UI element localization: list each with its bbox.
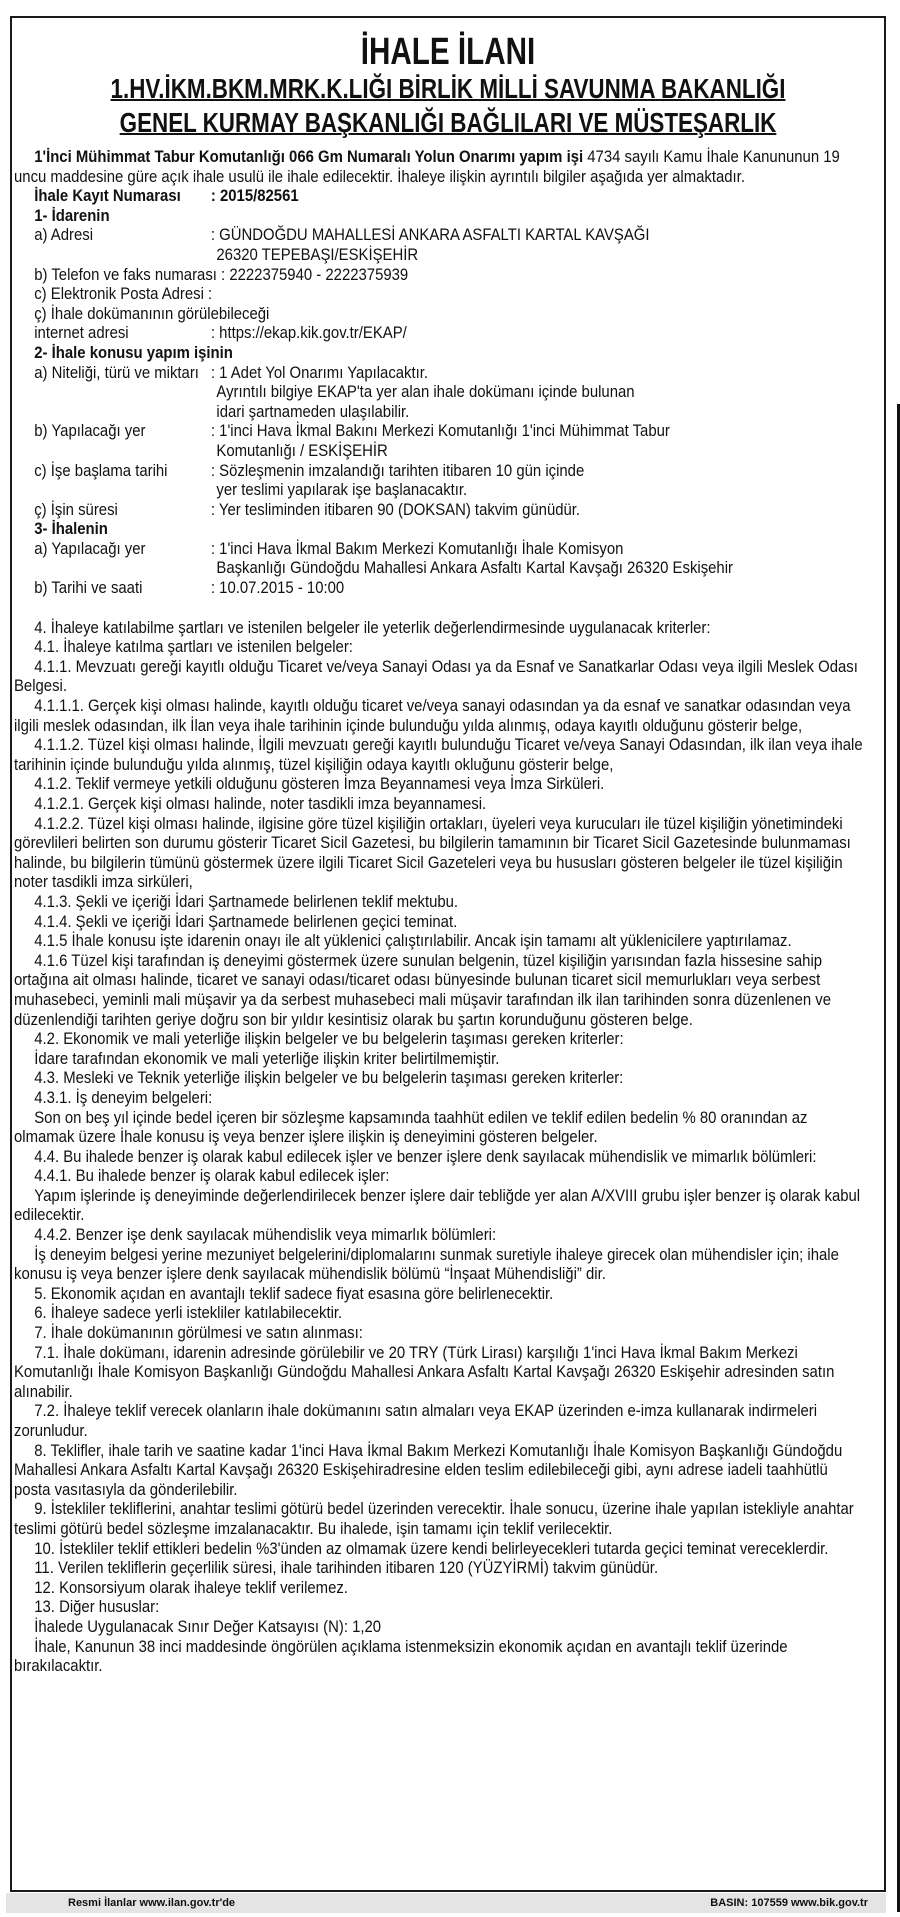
condition-paragraph: 6. İhaleye sadece yerli istekliler katılabilecektir. (34, 1304, 343, 1323)
condition-paragraph: 8. Teklifler, ihale tarih ve saatine kadar 1'inci Hava İkmal Bakım Merkezi Komutanlığı İhale Komisyon Başkanlığı Gündoğdu Mahallesi Ankara Asfaltı Kartal Kavşağı 26320 Eskişehiradresine elden teslim edilebileceği gibi, aynı adrese iadeli taahhütlü posta vasıtasıyla da gönderilebilir. (14, 1441, 843, 1499)
condition-paragraph: 4.4. Bu ihalede benzer iş olarak kabul edilecek işler ve benzer işlere denk sayılacak mühendislik ve mimarlık bölümleri: (34, 1147, 817, 1166)
condition-paragraph: 4.1.1.1. Gerçek kişi olması halinde, kayıtlı olduğu ticaret ve/veya sanayi odasından ya da esnaf ve sanatkar odasından veya ilgili meslek odasından, ilk İlan veya ihale tarihinin içinde bulunduğu yılda alınmış, odaya kayıtlı olduğunu gösterir belge, (14, 697, 851, 735)
address-row (14, 226, 864, 265)
phone-fax-row: b) Telefon ve faks numarası : 2222375940 - 2222375939 (34, 265, 409, 284)
row-value: : 1 Adet Yol Onarımı Yapılacaktır. (210, 363, 429, 382)
condition-paragraph: İş deneyim belgesi yerine mezuniyet belgelerini/diplomalarını sunmak suretiyle ihaleye girecek olan mühendisler için; ihale konusu iş veya benzer işlere denk sayılacak mühendislik bölümü “İnşaat Mühendisliği” dir. (14, 1245, 839, 1284)
registration-value: : 2015/82561 (210, 187, 299, 206)
condition-paragraph: 7.1. İhale dokümanı, idarenin adresinde görülebilir ve 20 TRY (Türk Lirası) karşılığı 1'inci Hava İkmal Bakım Merkezi Komutanlığı İhale Komisyon Başkanlığı Gündoğdu Mahallesi Ankara Asfaltı Kartal Kavşağı 26320 Eskişehir adresinden satın alınabilir. (14, 1343, 835, 1401)
row-label: b) Tarihi ve saati (34, 579, 143, 598)
row-label: ç) İşin süresi (34, 500, 118, 519)
address-line-2: 26320 TEPEBAŞI/ESKİŞEHİR (216, 245, 419, 264)
row-label: b) Yapılacağı yer (34, 422, 146, 441)
condition-paragraph: 12. Konsorsiyum olarak ihaleye teklif verilemez. (34, 1578, 348, 1597)
section-1-heading: 1- İdarenin (34, 206, 110, 225)
condition-paragraph: 4.4.2. Benzer işe denk sayılacak mühendislik veya mimarlık bölümleri: (34, 1226, 497, 1245)
section-2-row (14, 501, 864, 521)
announcement-header (12, 32, 884, 140)
row-label: a) Yapılacağı yer (34, 539, 146, 558)
condition-paragraph: 7. İhale dokümanının görülmesi ve satın alınması: (34, 1324, 363, 1343)
address-line-1: : GÜNDOĞDU MAHALLESİ ANKARA ASFALTI KARTAL KAVŞAĞI (210, 226, 650, 245)
row-value: : Sözleşmenin imzalandığı tarihten itibaren 10 gün içinde (210, 461, 585, 480)
condition-paragraph: 4.1.3. Şekli ve içeriği İdari Şartnamede belirlenen teklif mektubu. (34, 892, 459, 911)
condition-paragraph: 4.1.2.1. Gerçek kişi olması halinde, noter tasdikli imza beyannamesi. (34, 795, 487, 813)
condition-paragraph: 13. Diğer hususlar: (34, 1598, 160, 1617)
announcement-body (14, 148, 864, 1677)
condition-paragraph: Yapım işlerinde iş deneyiminde değerlendirilecek benzer işlere dair tebliğde yer alan A/XVIII grubu işler benzer iş olarak kabul edilecektir. (14, 1186, 861, 1225)
condition-paragraph: 4.1.6 Tüzel kişi tarafından iş deneyimi göstermek üzere sunulan belgenin, tüzel kişiliğin yarısından fazla hissesine sahip ortağına ait olması halinde, ticaret ve sanayi odası/ticaret odası bünyesinde bulunan ticaret sicil memurlukları veya serbest muhasebeci, yeminli mali müşavir ya da serbest muhasebeci mali müşavir tarafından ilk ilan tarihinden sonra düzenlenen ve düzenlendiği tarihten geriye doğru son bir yıldır kesintisiz olarak bu şartın korunduğunu gösteren belge. (14, 951, 832, 1029)
condition-paragraph: 4.3.1. İş deneyim belgeleri: (34, 1088, 213, 1107)
tender-date-value: : 10.07.2015 - 10:00 (210, 579, 345, 598)
row-label: a) Niteliği, türü ve miktarı (34, 363, 199, 382)
doc-address-label-2: internet adresi (34, 324, 129, 343)
doc-address-row (14, 324, 864, 344)
section-2-row (14, 462, 864, 501)
email-row: c) Elektronik Posta Adresi : (34, 285, 213, 304)
row-value: Komutanlığı / ESKİŞEHİR (216, 441, 388, 460)
section-2-heading: 2- İhale konusu yapım işinin (34, 343, 233, 362)
condition-paragraph: 4.1.2. Teklif vermeye yetkili olduğunu gösteren İmza Beyannamesi veya İmza Sirküleri. (34, 775, 605, 794)
section-3-row (14, 540, 864, 579)
condition-paragraph: 4.1.4. Şekli ve içeriği İdari Şartnamede belirlenen geçici teminat. (34, 912, 458, 931)
condition-paragraph: 4.1.5 İhale konusu işte idarenin onayı ile alt yüklenici çalıştırılabilir. Ancak işin tamamı alt yüklenicilere yaptırılamaz. (34, 932, 792, 951)
condition-paragraph: 4.1.1. Mevzuatı gereği kayıtlı olduğu Ticaret ve/veya Sanayi Odası ya da Esnaf ve Sanatkarlar Odası veya ilgili Meslek Odası Belgesi. (14, 657, 858, 696)
condition-paragraph: İdare tarafından ekonomik ve mali yeterliğe ilişkin kriter belirtilmemiştir. (34, 1049, 500, 1068)
condition-paragraph: 5. Ekonomik açıdan en avantajlı teklif sadece fiyat esasına göre belirlenecektir. (34, 1284, 554, 1303)
condition-paragraph: 4.4.1. Bu ihalede benzer iş olarak kabul edilecek işler: (34, 1167, 390, 1186)
conditions-list (14, 619, 864, 1677)
doc-address-label: ç) İhale dokümanının görülebileceği (34, 304, 270, 323)
row-value: : Yer tesliminden itibaren 90 (DOKSAN) takvim günüdür. (210, 500, 581, 519)
section-3-heading: 3- İhalenin (34, 520, 108, 539)
condition-paragraph: 10. İstekliler teklif ettikleri bedelin %3'ünden az olmamak üzere kendi belirleyecekleri tutarda geçici teminat vereceklerdir. (34, 1539, 829, 1558)
condition-paragraph: 4. İhaleye katılabilme şartları ve istenilen belgeler ile yeterlik değerlendirmesinde uygulanacak kriterler: (34, 618, 711, 637)
row-value: : 1'inci Hava İkmal Bakım Merkezi Komutanlığı İhale Komisyon (210, 539, 624, 558)
ekap-link[interactable]: : https://ekap.kik.gov.tr/EKAP/ (210, 324, 407, 343)
footer-bar (6, 1893, 886, 1913)
section-2-row (14, 364, 864, 423)
section-3-row (14, 579, 864, 599)
row-value: Başkanlığı Gündoğdu Mahallesi Ankara Asfaltı Kartal Kavşağı 26320 Eskişehir (216, 559, 733, 578)
footer-left-text: Resmi İlanlar www.ilan.gov.tr'de (68, 1897, 236, 1909)
condition-paragraph: İhalede Uygulanacak Sınır Değer Katsayısı (N): 1,20 (34, 1617, 382, 1636)
row-value: yer teslimi yapılarak işe başlanacaktır. (216, 481, 468, 500)
intro-text: 4734 sayılı Kamu İhale Kanununun 19 uncu maddesine güre açık ihale usulü ile ihale edilecektir. İhaleye ilişkin ayrıntılı bilgiler aşağıda yer almaktadır. (14, 148, 840, 186)
condition-paragraph: 9. İstekliler tekliflerini, anahtar teslimi götürü bedel üzerinden verecektir. İhale sonucu, üzerine ihale yapılan istekliyle anahtar teslimi götürü bedel sözleşme imzalanacaktır. Bu ihalede, işin tamamı için teklif verilecektir. (14, 1500, 854, 1538)
condition-paragraph: 4.3. Mesleki ve Teknik yeterliğe ilişkin belgeler ve bu belgelerin taşıması gereken kriterler: (34, 1069, 624, 1088)
condition-paragraph: 4.2. Ekonomik ve mali yeterliğe ilişkin belgeler ve bu belgelerin taşıması gereken kriterler: (34, 1030, 624, 1049)
address-label: a) Adresi (34, 226, 94, 245)
condition-paragraph: 4.1.2.2. Tüzel kişi olması halinde, ilgisine göre tüzel kişiliğin ortakları, üyeleri veya kurucuları ile tüzel kişiliğin yönetimindeki görevlileri belirten son durumu gösterir Ticaret Sicil Gazetesi, bu bilgilerin tamamının bir Ticaret Sicil Gazetesinde bulunmaması halinde, bu bilgilerin tümünü göstermek üzere ilgili Ticaret Sicil Gazeteleri veya bu hususları gösteren belgeler ile tüzel kişiliğin noter tasdikli imza sirküleri, (14, 814, 851, 892)
row-value: : 1'inci Hava İkmal Bakını Merkezi Komutanlığı 1'inci Mühimmat Tabur (210, 422, 670, 441)
condition-paragraph: İhale, Kanunun 38 inci maddesinde öngörülen açıklama istenmeksizin ekonomik açıdan en avantajlı teklif üzerinde bırakılacaktır. (14, 1637, 788, 1676)
condition-paragraph: 4.1. İhaleye katılma şartları ve istenilen belgeler: (34, 638, 353, 657)
intro-subject: 1'İnci Mühimmat Tabur Komutanlığı 066 Gm Numaralı Yolun Onarımı yapım işi (34, 148, 584, 166)
institution-line-1: 1.HV.İKM.BKM.MRK.K.LIĞI BİRLİK MİLLİ SAVUNMA BAKANLIĞI (110, 73, 786, 104)
registration-number (14, 187, 864, 207)
row-value: idari şartnameden ulaşılabilir. (216, 402, 410, 421)
section-2-row (14, 422, 864, 461)
row-value: Ayrıntılı bilgiye EKAP'ta yer alan ihale dokümanı içinde bulunan (216, 383, 635, 402)
institution-line-2: GENEL KURMAY BAŞKANLIĞI BAĞLILARI VE MÜSTEŞARLIK (119, 107, 777, 138)
announcement-title: İHALE İLANI (360, 31, 536, 73)
footer-right-text: BASIN: 107559 www.bik.gov.tr (710, 1897, 868, 1909)
condition-paragraph: 11. Verilen tekliflerin geçerlilik süresi, ihale tarihinden itibaren 120 (YÜZYİRMİ) takvim günüdür. (34, 1559, 659, 1578)
row-label: c) İşe başlama tarihi (34, 461, 168, 480)
condition-paragraph: 4.1.1.2. Tüzel kişi olması halinde, İlgili mevzuatı gereği kayıtlı bulunduğu Ticaret ve/veya Sanayi Odasından, ilk ilan veya ihale tarihinin içinde bulunduğu yılda alınmış, tüzel kişiliğin odaya kayıtlı okluğunu gösterir belge, (14, 736, 863, 774)
intro-paragraph (14, 148, 864, 187)
condition-paragraph: Son on beş yıl içinde bedel içeren bir sözleşme kapsamında taahhüt edilen ve teklif edilen bedelin % 80 oranından az olmamak üzere İhale konusu iş veya benzer işlere ilişkin iş deneyimini gösteren belgeler. (14, 1108, 808, 1147)
condition-paragraph: 7.2. İhaleye teklif verecek olanların ihale dokümanını satın almaları veya EKAP üzerinden e-imza kullanarak indirmeleri zorunludur. (14, 1402, 818, 1440)
registration-label: İhale Kayıt Numarası (34, 187, 181, 206)
